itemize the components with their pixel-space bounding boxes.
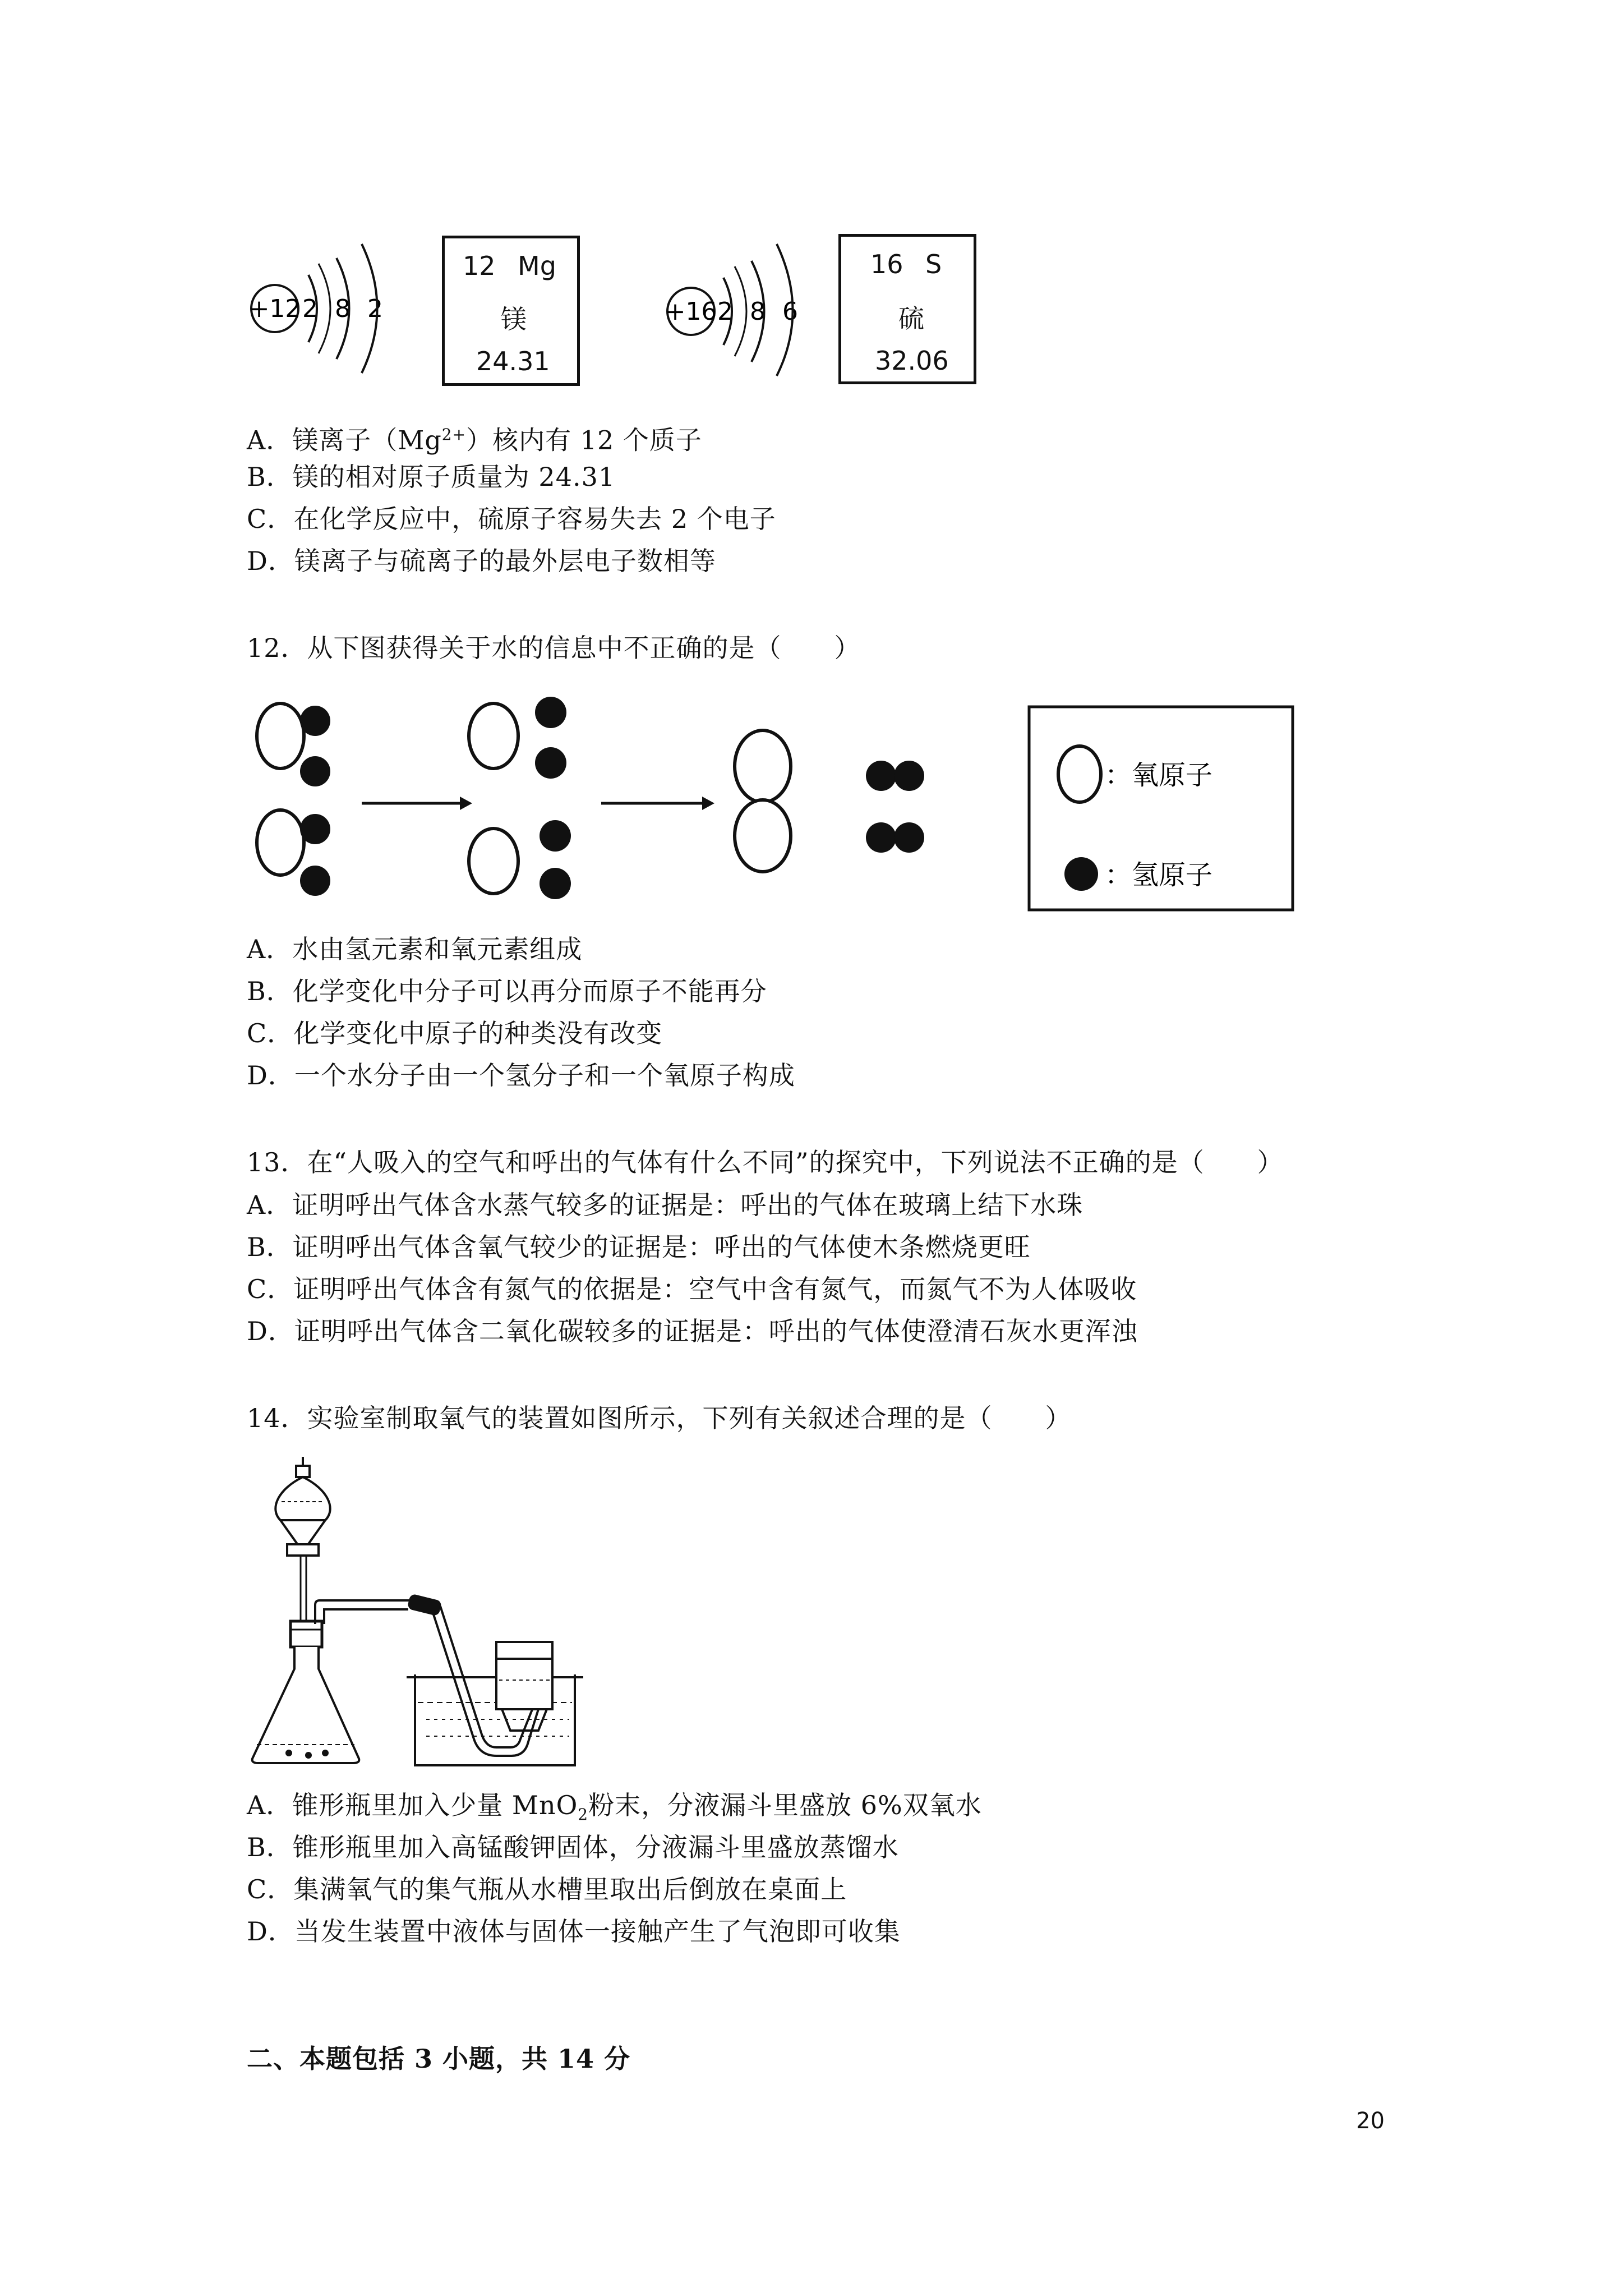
- s-element-cell: [838, 234, 976, 384]
- page-number: 20: [1356, 2108, 1385, 2134]
- q12-option-c: C．化学变化中原子的种类没有改变: [247, 1018, 663, 1048]
- s-nucleus: +16: [665, 297, 717, 326]
- mg-name: 镁: [501, 304, 527, 334]
- q13-stem: 13．在“人吸入的空气和呼出的气体有什么不同”的探究中，下列说法不正确的是（ ）: [247, 1147, 1284, 1177]
- q12-option-a: A．水由氢元素和氧元素组成: [247, 934, 583, 964]
- q12-option-b: B．化学变化中分子可以再分而原子不能再分: [247, 976, 767, 1006]
- q12-stem: 12．从下图获得关于水的信息中不正确的是（ ）: [247, 633, 861, 663]
- mg-nucleus: +12: [248, 295, 301, 323]
- q14-option-c: C．集满氧气的集气瓶从水槽里取出后倒放在桌面上: [247, 1874, 847, 1904]
- s-name: 硫: [898, 303, 924, 334]
- mg-atomic-number: 12: [463, 251, 496, 281]
- s-shells: 2 8 6: [717, 297, 803, 326]
- s-atomic-number: 16: [870, 249, 903, 279]
- q11-option-c: C．在化学反应中，硫原子容易失去 2 个电子: [247, 504, 776, 534]
- q11-option-a: A．镁离子$(Mg^{2+})$核内有 12 个质子: [247, 425, 702, 455]
- q13-option-b: B．证明呼出气体含氧气较少的证据是：呼出的气体使木条燃烧更旺: [247, 1232, 1031, 1262]
- mg-atomic-mass: 24.31: [476, 346, 550, 376]
- legend-oxygen-label: ：氧原子: [1105, 760, 1213, 791]
- q14-option-a: A．锥形瓶里加入少量 MnO$_2$粉末，分液漏斗里盛放 6%双氧水: [247, 1790, 982, 1824]
- s-atom-diagram: [656, 202, 824, 381]
- section-2-title: 二、本题包括 3 小题，共 14 分: [247, 2044, 631, 2074]
- s-symbol: S: [925, 249, 942, 279]
- legend-hydrogen-label: ：氢原子: [1105, 859, 1213, 891]
- q12-option-d: D．一个水分子由一个氢分子和一个氧原子构成: [247, 1060, 795, 1091]
- oxygen-apparatus-diagram: [247, 1456, 606, 1775]
- q13-option-a: A．证明呼出气体含水蒸气较多的证据是：呼出的气体在玻璃上结下水珠: [247, 1190, 1083, 1220]
- mg-shells: 2 8 2: [302, 295, 388, 323]
- mg-element-cell: [442, 236, 580, 386]
- q13-option-c: C．证明呼出气体含有氮气的依据是：空气中含有氮气，而氮气不为人体吸收: [247, 1274, 1137, 1304]
- q13-option-d: D．证明呼出气体含二氧化碳较多的证据是：呼出的气体使澄清石灰水更浑浊: [247, 1316, 1138, 1346]
- q11-option-d: D．镁离子与硫离子的最外层电子数相等: [247, 546, 716, 576]
- mg-symbol: Mg: [518, 251, 556, 281]
- mg-atom-diagram: [241, 202, 398, 381]
- water-electrolysis-diagram: [247, 696, 1301, 914]
- q14-option-b: B．锥形瓶里加入高锰酸钾固体，分液漏斗里盛放蒸馏水: [247, 1832, 899, 1862]
- q14-option-d: D．当发生装置中液体与固体一接触产生了气泡即可收集: [247, 1916, 901, 1947]
- q11-option-b: B．镁的相对原子质量为 24.31: [247, 462, 616, 492]
- q14-stem: 14．实验室制取氧气的装置如图所示，下列有关叙述合理的是（ ）: [247, 1403, 1072, 1433]
- s-atomic-mass: 32.06: [875, 346, 949, 376]
